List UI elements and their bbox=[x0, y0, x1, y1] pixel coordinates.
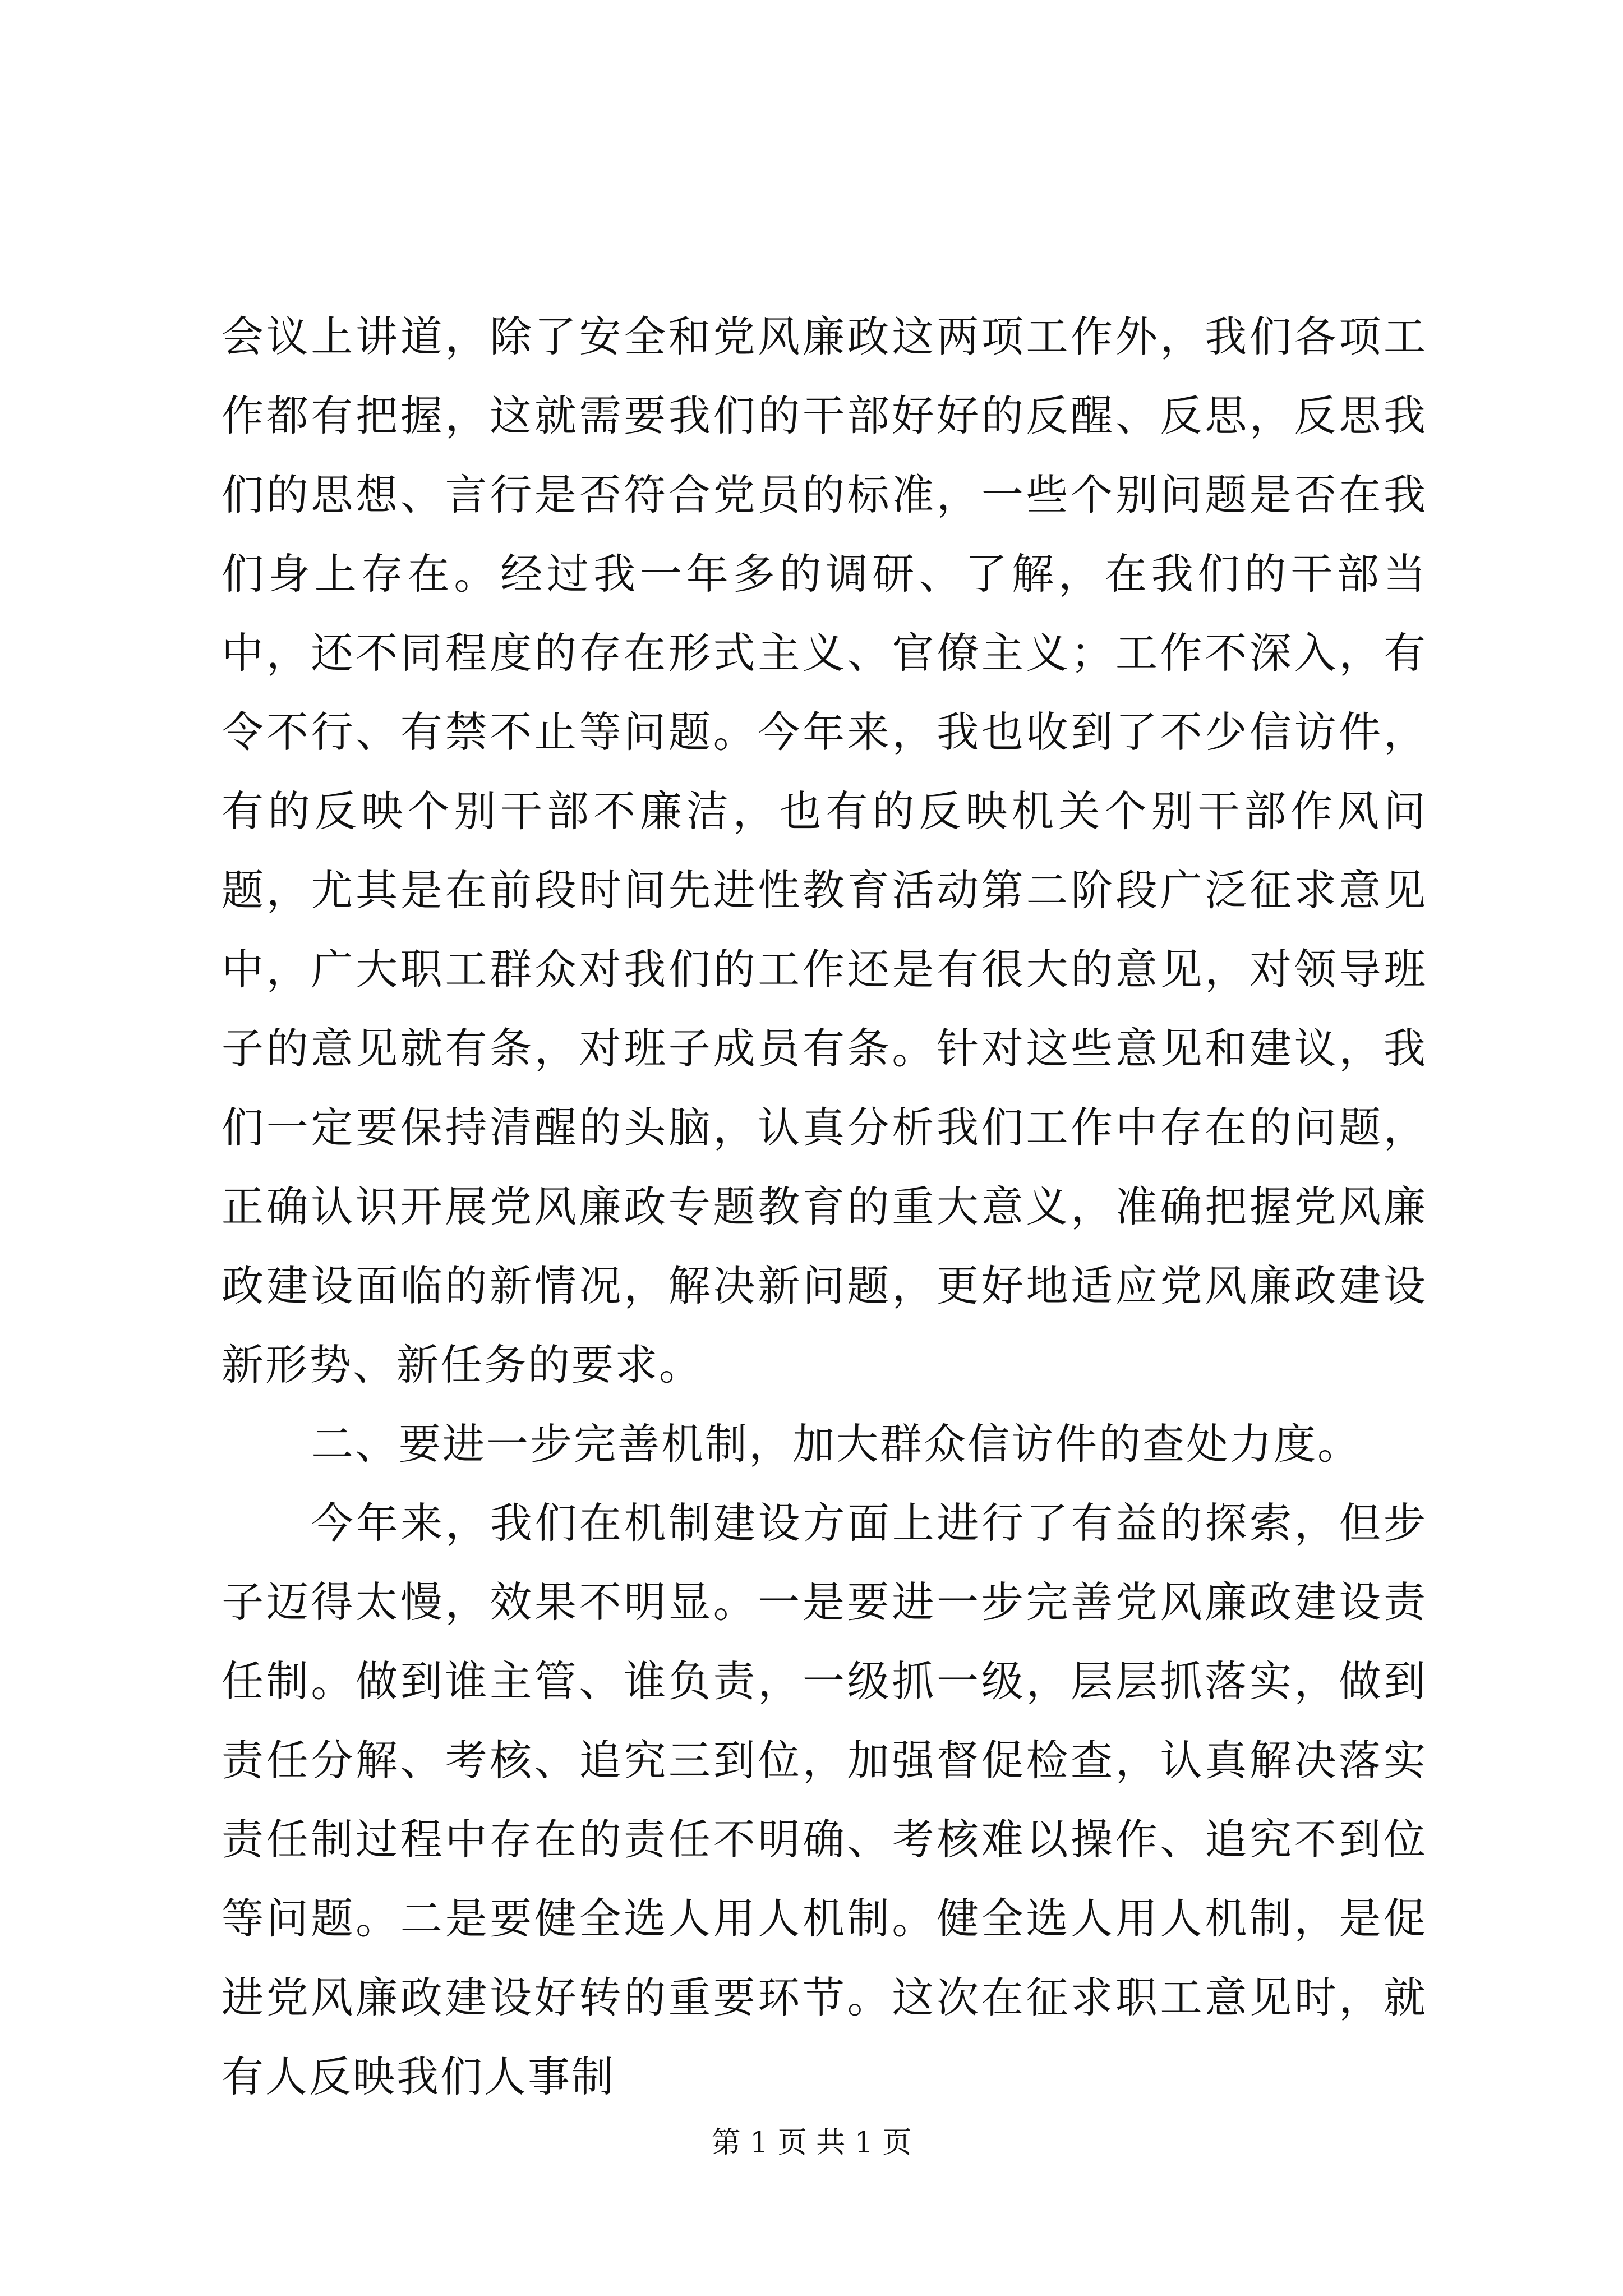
document-body bbox=[222, 297, 1427, 2116]
paragraph-3: 今年来，我们在机制建设方面上进行了有益的探索，但步子迈得太慢，效果不明显。一是要进一步完善党风廉政建设责任制。做到谁主管、谁负责，一级抓一级，层层抓落实，做到责任分解、考核、追究三到位，加强督促检查，认真解决落实责任制过程中存在的责任不明确、考核难以操作、追究不到位等问题。二是要健全选人用人机制。健全选人用人机制，是促进党风廉政建设好转的重要环节。这次在征求职工意见时，就有人反映我们人事制 bbox=[222, 1498, 1427, 2101]
paragraph-1: 会议上讲道，除了安全和党风廉政这两项工作外，我们各项工作都有把握，这就需要我们的干部好好的反醒、反思，反思我们的思想、言行是否符合党员的标准，一些个别问题是否在我们身上存在。经过我一年多的调研、了解，在我们的干部当中，还不同程度的存在形式主义、官僚主义；工作不深入，有令不行、有禁不止等问题。今年来，我也收到了不少信访件，有的反映个别干部不廉洁，也有的反映机关个别干部作风问题，尤其是在前段时间先进性教育活动第二阶段广泛征求意见中，广大职工群众对我们的工作还是有很大的意见，对领导班子的意见就有条，对班子成员有条。针对这些意见和建议，我们一定要保持清醒的头脑，认真分析我们工作中存在的问题，正确认识开展党风廉政专题教育的重大意义，准确把握党风廉政建设面临的新情况，解决新问题，更好地适应党风廉政建设新形势、新任务的要求。 bbox=[222, 312, 1427, 1389]
page-footer: 第 1 页 共 1 页 bbox=[711, 2126, 912, 2160]
section-heading-2: 二、要进一步完善机制，加大群众信访件的查处力度。 bbox=[311, 1419, 1362, 1469]
